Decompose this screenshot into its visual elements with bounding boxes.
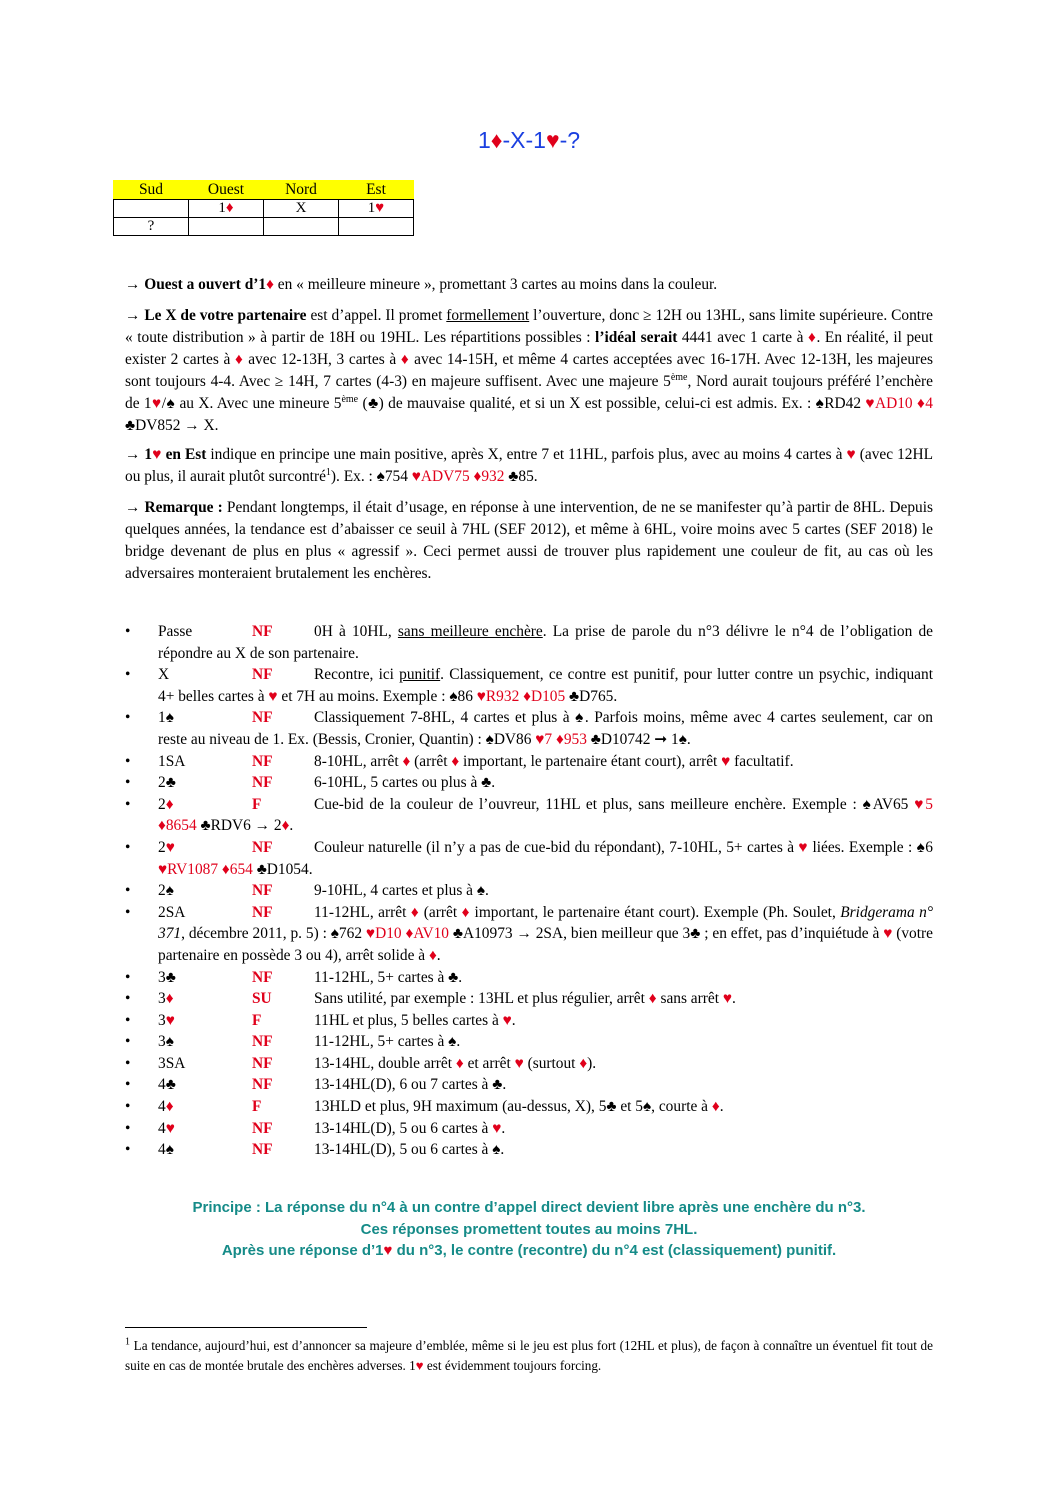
paragraph-double xyxy=(125,305,933,437)
text: ♣D765. xyxy=(565,687,618,705)
bullet-icon: • xyxy=(125,968,131,986)
bullet-icon: • xyxy=(125,903,131,921)
text: ♣D10742 ➞ 1♠. xyxy=(586,730,691,748)
hand-red-suits: ♥D10 ♦AV10 xyxy=(365,925,449,943)
text: 13-14HL(D), 5 ou 6 cartes à xyxy=(314,1119,493,1137)
principle-line: Ces réponses promettent toutes au moins 7HL. xyxy=(360,1220,698,1238)
diamond-icon: ♦ xyxy=(266,276,274,293)
text: sans arrêt xyxy=(656,990,723,1008)
text: ). xyxy=(587,1054,597,1072)
text: facultatif. xyxy=(730,752,794,770)
forcing-tag: NF xyxy=(252,1076,273,1094)
text: 13HLD et plus, 9H maximum (au-dessus, X), 5♣ et 5♠, courte à xyxy=(314,1098,712,1116)
text: Recontre, ici xyxy=(314,666,400,684)
text: et 7H au moins. Exemple : ♠86 xyxy=(277,687,477,705)
heart-icon: ♥ xyxy=(415,1358,424,1373)
bid: X xyxy=(158,666,170,684)
principle-summary xyxy=(0,1197,1058,1262)
text: (♣) de mauvaise qualité, et si un X est possible, celui-ci est admis. Ex. : ♠RD42 xyxy=(358,395,866,412)
arrow-icon: → xyxy=(125,307,145,324)
title-mid: -X-1 xyxy=(502,127,546,153)
diamond-icon: ♦ xyxy=(410,903,420,921)
text: (arrêt xyxy=(419,903,462,921)
bid-level: 3 xyxy=(158,1011,166,1029)
footnote-ref[interactable]: 1 xyxy=(325,466,331,478)
bid-level: 2 xyxy=(158,795,166,813)
paragraph-heading: en Est xyxy=(161,446,207,463)
paragraph-heading: 1 xyxy=(144,446,153,463)
bid-level: 1 xyxy=(367,200,376,216)
text: ). Ex. : ♠754 xyxy=(330,468,412,485)
hand-red-suits: ♥5 ♦8654 xyxy=(158,795,933,835)
forcing-tag: NF xyxy=(252,1141,273,1159)
bidding-row-2 xyxy=(114,218,414,236)
list-item xyxy=(125,1139,933,1161)
forcing-tag: NF xyxy=(252,666,273,684)
text: du n°3, le contre (recontre) du n°4 est (classiquement) punitif. xyxy=(392,1242,837,1259)
text: 4441 avec 1 carte à xyxy=(677,329,808,346)
bullet-icon: • xyxy=(125,623,131,640)
heart-icon: ♥ xyxy=(502,1011,512,1029)
diamond-icon: ♦ xyxy=(455,1054,464,1072)
text: liées. Exemple : ♠6 xyxy=(808,838,934,856)
bid-level: 4 xyxy=(158,1098,166,1116)
cell-est-2 xyxy=(339,218,414,236)
heart-icon: ♥ xyxy=(722,990,732,1008)
paragraph-heading: Remarque : xyxy=(144,499,223,516)
text: Après une réponse d’1 xyxy=(221,1242,384,1259)
text: (arrêt xyxy=(410,752,452,770)
text: . xyxy=(511,1011,516,1029)
bid: 3SA xyxy=(158,1054,186,1072)
forcing-tag: NF xyxy=(252,774,273,792)
hand-red-suits: ♥RV1087 ♦654 xyxy=(158,860,253,878)
list-item xyxy=(125,1031,933,1053)
bullet-icon: • xyxy=(125,795,131,813)
paragraph-opening xyxy=(125,274,933,296)
bid: 1♠ xyxy=(158,709,174,727)
principle-line: Principe : La réponse du n°4 à un contre d’appel direct devient libre après une enchère du n°3. xyxy=(192,1199,866,1216)
text: 11-12HL, 5+ cartes à ♠. xyxy=(314,1033,461,1051)
text: 13-14HL(D), 6 ou 7 cartes à ♣. xyxy=(314,1076,507,1094)
text: Classiquement 7-8HL, 4 cartes et plus à ♠. Parfois moins, même avec 4 cartes seulement, car on reste au niveau de 1. Ex. (Bessis, Cronier, Quantin) : ♠DV86 xyxy=(158,709,933,748)
bullet-icon: • xyxy=(125,882,131,900)
forcing-tag: NF xyxy=(252,623,273,640)
bullet-icon: • xyxy=(125,1054,131,1072)
list-item xyxy=(125,902,933,967)
diamond-icon: ♦ xyxy=(402,752,411,770)
forcing-tag: NF xyxy=(252,1054,273,1072)
hand-red-suits: ♥R932 ♦D105 xyxy=(476,687,566,705)
text: (votre partenaire en possède 3 ou 4), arrêt solide à xyxy=(158,925,933,964)
bid: 4♠ xyxy=(158,1141,174,1159)
paragraph-heading: Le X de votre partenaire xyxy=(144,307,307,324)
bid xyxy=(158,794,252,816)
text: 0H à 10HL, xyxy=(314,623,398,640)
text: 13-14HL, double arrêt xyxy=(314,1054,456,1072)
heart-icon: ♥ xyxy=(846,446,856,463)
underlined-text: formellement xyxy=(446,307,530,324)
cell-sud-1 xyxy=(114,200,189,218)
hand-red-suits: ♥ADV75 ♦932 xyxy=(411,468,505,485)
bid-level: 3 xyxy=(158,990,166,1008)
text: 9-10HL, 4 cartes et plus à ♠. xyxy=(314,882,489,900)
arrow-icon: → xyxy=(125,446,145,463)
bid-level: 2 xyxy=(158,838,166,856)
header-sud: Sud xyxy=(114,181,189,200)
bid: Passe xyxy=(158,623,193,640)
text: . xyxy=(501,1119,506,1137)
forcing-tag: F xyxy=(252,795,262,813)
text: est d’appel. Il promet xyxy=(306,307,447,324)
bid: 2♠ xyxy=(158,882,174,900)
diamond-icon: ♦ xyxy=(808,329,817,346)
bid xyxy=(158,837,252,859)
heart-icon: ♥ xyxy=(492,1119,502,1137)
text: avec 12-13H, 3 cartes à xyxy=(243,351,401,368)
cell-ouest-2 xyxy=(189,218,264,236)
diamond-icon: ♦ xyxy=(400,351,410,368)
list-item xyxy=(125,1096,933,1118)
bullet-icon: • xyxy=(125,709,131,727)
hand-red-suits: ♥7 ♦953 xyxy=(535,730,587,748)
text: l’ouverture, donc ≥ 12H ou 13HL, sans limite supérieure. Contre « toute distribution » à partir de 18H ou 19HL. Les répartitions possibles : xyxy=(125,307,934,346)
list-item xyxy=(125,967,933,989)
text: . En réalité, il peut exister 2 cartes à xyxy=(125,329,933,368)
header-ouest: Ouest xyxy=(189,181,264,200)
text: . xyxy=(719,1098,724,1116)
diamond-icon: ♦ xyxy=(461,903,471,921)
text: . xyxy=(436,946,441,964)
paragraph-text: en « meilleure mineure », promettant 3 cartes au moins dans la couleur. xyxy=(273,276,718,293)
bullet-icon: • xyxy=(125,666,131,684)
forcing-tag: F xyxy=(252,1098,262,1116)
forcing-tag: NF xyxy=(252,1119,273,1137)
text: ♣RDV6 → 2 xyxy=(196,817,282,835)
paragraph-remark xyxy=(125,497,933,585)
title-level: 1 xyxy=(477,127,491,153)
heart-icon: ♥ xyxy=(375,200,385,216)
forcing-tag: NF xyxy=(252,968,273,986)
list-item xyxy=(125,707,933,750)
text: Sans utilité, par exemple : 13HL et plus régulier, arrêt xyxy=(314,990,649,1008)
heart-icon: ♥ xyxy=(165,1011,175,1029)
arrow-icon: → xyxy=(125,276,145,293)
text: . La prise de parole du n°3 délivre le n°4 de l’obligation de répondre au X de son partenaire. xyxy=(158,623,933,662)
bidding-table-header xyxy=(114,181,414,200)
bullet-icon: • xyxy=(125,774,131,792)
diamond-icon: ♦ xyxy=(225,200,234,216)
paragraph-one-heart xyxy=(125,444,933,488)
heart-icon: ♥ xyxy=(165,838,175,856)
bullet-icon: • xyxy=(125,1098,131,1116)
header-est: Est xyxy=(339,181,414,200)
bid: 2♣ xyxy=(158,774,176,792)
bold-text: l’idéal serait xyxy=(595,329,678,346)
heart-icon: ♥ xyxy=(721,752,731,770)
diamond-icon: ♦ xyxy=(579,1054,588,1072)
forcing-tag: F xyxy=(252,1011,262,1029)
text: 8-10HL, arrêt xyxy=(314,752,403,770)
diamond-icon: ♦ xyxy=(648,990,657,1008)
diamond-icon: ♦ xyxy=(451,752,460,770)
text: indique en principe une main positive, après X, entre 7 et 11HL, parfois plus, avec au moins 4 cartes à xyxy=(206,446,847,463)
footnote xyxy=(125,1336,933,1376)
text: ♣A10973 → 2SA, bien meilleur que 3♣ ; en effet, pas d’inquiétude à xyxy=(448,925,884,943)
text: avec 14-15H, et même 4 cartes acceptées avec 16-17H. Avec 12-13H, les majeures sont toujours 4-4. Avec ≥ 14H, 7 cartes (4-3) en majeure suffisent. Avec une majeure 5 xyxy=(125,351,934,390)
text: 6-10HL, 5 cartes ou plus à ♣. xyxy=(314,774,496,792)
heart-icon: ♥ xyxy=(545,127,560,153)
header-nord: Nord xyxy=(264,181,339,200)
diamond-icon: ♦ xyxy=(165,990,174,1008)
bid-level: 1 xyxy=(218,200,226,216)
heart-icon: ♥ xyxy=(165,1119,175,1137)
text: , Nord aurait toujours préféré l’enchère de 1 xyxy=(125,373,933,412)
bullet-icon: • xyxy=(125,990,131,1008)
bullet-icon: • xyxy=(125,1011,131,1029)
text: La tendance, aujourd’hui, est d’annoncer sa majeure d’emblée, même si le jeu est plus fort (12HL et plus), de façon à connaître un éventuel fit tout de suite en cas de montée brutale des enchères adverses. 1 xyxy=(125,1338,933,1373)
cell-sud-2: ? xyxy=(114,218,189,236)
list-item xyxy=(125,1074,933,1096)
list-item xyxy=(125,772,933,794)
text: 11-12HL, 5+ cartes à ♣. xyxy=(314,968,463,986)
bullet-icon: • xyxy=(125,1119,131,1137)
forcing-tag: NF xyxy=(252,903,273,921)
bid xyxy=(158,1118,252,1140)
responses-list xyxy=(125,621,933,1161)
heart-icon: ♥ xyxy=(151,395,162,412)
text: et arrêt xyxy=(463,1054,515,1072)
cell-nord-2 xyxy=(264,218,339,236)
text: ♣DV852 → X. xyxy=(125,417,219,434)
diamond-icon: ♦ xyxy=(490,127,503,153)
diamond-icon: ♦ xyxy=(234,351,244,368)
text: (surtout xyxy=(523,1054,580,1072)
text: /♠ au X. Avec une mineure 5 xyxy=(161,395,342,412)
bullet-icon: • xyxy=(125,1076,131,1094)
list-item xyxy=(125,751,933,773)
list-item xyxy=(125,1053,933,1075)
bid: 3♠ xyxy=(158,1033,174,1051)
paragraph-text: Pendant longtemps, il était d’usage, en réponse à une intervention, de ne se manifester qu’à partir de 8HL. Depuis quelques années, la tendance est d’abaisser ce seuil à 7HL (SEF 2012), et même à 6HL, voire moins avec 5 cartes (SEF 2018) le bridge devenant de plus en plus « agressif ». Ceci permet aussi de trouver plus rapidement une couleur de fit, au cas où les adversaires monteraient brutalement les enchères. xyxy=(125,499,933,582)
cell-nord-1: X xyxy=(264,200,339,218)
list-item xyxy=(125,988,933,1010)
bid xyxy=(158,1096,252,1118)
superscript: ème xyxy=(670,371,688,383)
diamond-icon: ♦ xyxy=(165,1098,174,1116)
bullet-icon: • xyxy=(125,1141,131,1159)
heart-icon: ♥ xyxy=(883,925,893,943)
text: 11HL et plus, 5 belles cartes à xyxy=(314,1011,503,1029)
forcing-tag: NF xyxy=(252,1033,273,1051)
heart-icon: ♥ xyxy=(268,687,278,705)
text: 13-14HL(D), 5 ou 6 cartes à ♠. xyxy=(314,1141,505,1159)
text: (avec 12HL ou plus, il aurait plutôt surcontré xyxy=(125,446,934,485)
forcing-tag: NF xyxy=(252,709,273,727)
bullet-icon: • xyxy=(125,752,131,770)
heart-icon: ♥ xyxy=(383,1242,393,1259)
text: , décembre 2011, p. 5) : ♠762 xyxy=(181,925,366,943)
cell-est-1 xyxy=(339,200,414,218)
heart-icon: ♥ xyxy=(798,838,809,856)
text: . Classiquement, ce contre est punitif, pour lutter contre un psychic, indiquant 4+ belles cartes à xyxy=(158,666,933,705)
citation: Bridgerama n° 371 xyxy=(158,903,933,943)
diamond-icon: ♦ xyxy=(428,946,437,964)
forcing-tag: SU xyxy=(252,990,272,1008)
title-suffix: -? xyxy=(559,127,581,153)
list-item xyxy=(125,1010,933,1032)
page-title xyxy=(0,127,1058,154)
underlined-text: punitif xyxy=(399,666,441,684)
footnote-divider xyxy=(125,1327,367,1328)
list-item xyxy=(125,794,933,837)
bid-level: 4 xyxy=(158,1119,166,1137)
hand-red-suits: ♥AD10 ♦4 xyxy=(865,395,933,412)
bid: 1SA xyxy=(158,752,186,770)
footnote-number: 1 xyxy=(125,1336,130,1348)
diamond-icon: ♦ xyxy=(281,817,290,835)
text: Couleur naturelle (il n’y a pas de cue-bid du répondant), 7-10HL, 5+ cartes à xyxy=(314,838,799,856)
text: . xyxy=(289,817,294,835)
principle-line xyxy=(0,1240,1058,1262)
superscript: ème xyxy=(341,393,359,405)
heart-icon: ♥ xyxy=(514,1054,524,1072)
text: ♣85. xyxy=(504,468,538,485)
forcing-tag: NF xyxy=(252,752,273,770)
arrow-icon: → xyxy=(125,499,145,516)
diamond-icon: ♦ xyxy=(165,795,174,813)
bid xyxy=(158,1010,252,1032)
list-item xyxy=(125,1118,933,1140)
text: 11-12HL, arrêt xyxy=(314,903,411,921)
text: . xyxy=(732,990,736,1008)
bid: 2SA xyxy=(158,903,186,921)
text: important, le partenaire étant court). Exemple (Ph. Soulet, xyxy=(470,903,841,921)
text: important, le partenaire étant court), arrêt xyxy=(459,752,722,770)
text: ♣D1054. xyxy=(252,860,313,878)
diamond-icon: ♦ xyxy=(711,1098,720,1116)
forcing-tag: NF xyxy=(252,882,273,900)
underlined-text: sans meilleure enchère xyxy=(397,623,543,640)
forcing-tag: NF xyxy=(252,838,273,856)
paragraph-heading: Ouest a ouvert d’1 xyxy=(144,276,267,293)
bid: 3♣ xyxy=(158,968,176,986)
bidding-row-1 xyxy=(114,200,414,218)
bidding-table xyxy=(113,180,414,236)
bullet-icon: • xyxy=(125,1033,131,1051)
heart-icon: ♥ xyxy=(152,446,162,463)
bid xyxy=(158,988,252,1010)
text: est évidemment toujours forcing. xyxy=(423,1358,602,1373)
bid: 4♣ xyxy=(158,1076,176,1094)
cell-ouest-1 xyxy=(189,200,264,218)
list-item xyxy=(125,621,933,664)
text: Cue-bid de la couleur de l’ouvreur, 11HL et plus, sans meilleure enchère. Exemple : ♠AV65 xyxy=(314,795,915,813)
list-item xyxy=(125,837,933,880)
bullet-icon: • xyxy=(125,838,131,856)
list-item xyxy=(125,664,933,707)
list-item xyxy=(125,880,933,902)
